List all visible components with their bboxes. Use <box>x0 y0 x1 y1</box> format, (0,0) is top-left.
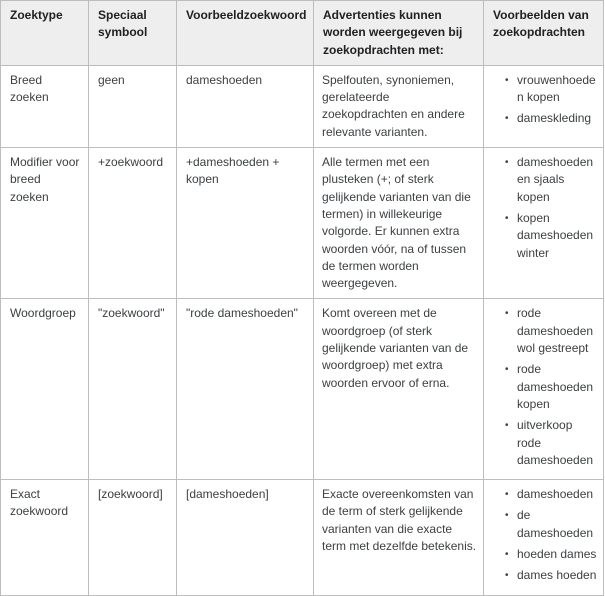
bullet-icon: • <box>505 570 509 582</box>
list-item-text: de dameshoeden <box>517 508 594 540</box>
table-row <box>1 299 604 480</box>
list-item <box>505 72 597 107</box>
header-advertenties: Advertenties kunnen worden weergegeven bij zoekopdrachten met: <box>314 1 484 66</box>
cell-example: +dameshoeden + kopen <box>177 148 314 299</box>
list-item-text: rode dameshoeden kopen <box>517 362 594 411</box>
cell-example: dameshoeden <box>177 65 314 147</box>
search-examples-list <box>493 154 597 262</box>
list-item <box>505 507 597 542</box>
cell-searches <box>484 148 604 299</box>
bullet-icon: • <box>505 510 509 522</box>
bullet-icon: • <box>505 420 509 432</box>
bullet-icon: • <box>505 549 509 561</box>
table-row <box>1 65 604 147</box>
list-item <box>505 486 597 503</box>
list-item-text: dameskleding <box>517 111 592 126</box>
list-item-text: vrouwenhoeden kopen <box>517 72 596 105</box>
cell-type: Modifier voor breed zoeken <box>1 148 89 299</box>
cell-type: Breed zoeken <box>1 65 89 147</box>
list-item <box>505 567 597 584</box>
list-item <box>505 210 597 262</box>
cell-example: "rode dameshoeden" <box>177 299 314 480</box>
list-item <box>505 361 597 413</box>
cell-symbol: geen <box>89 65 177 147</box>
list-item-text: kopen dameshoeden winter <box>517 210 594 260</box>
cell-description: Exacte overeenkomsten van de term of sterk gelijkende varianten van die exacte term met dezelfde betekenis. <box>314 480 484 596</box>
header-speciaal-symbool: Speciaal symbool <box>89 1 177 66</box>
cell-type: Woordgroep <box>1 299 89 480</box>
list-item-text: rode dameshoeden wol gestreept <box>517 306 594 356</box>
bullet-icon: • <box>505 308 509 320</box>
header-row <box>1 1 604 66</box>
list-item-text: dames hoeden <box>517 568 597 583</box>
list-item-text: hoeden dames <box>517 547 597 562</box>
search-examples-list <box>493 486 597 584</box>
cell-searches <box>484 299 604 480</box>
list-item-text: uitverkoop rode dameshoeden <box>517 418 594 467</box>
cell-description: Spelfouten, synoniemen, gerelateerde zoekopdrachten en andere relevante varianten. <box>314 65 484 147</box>
list-item <box>505 305 597 357</box>
bullet-icon: • <box>505 489 509 501</box>
cell-description: Komt overeen met de woordgroep (of sterk gelijkende varianten van de woordgroep) met extra woorden ervoor of erna. <box>314 299 484 480</box>
header-voorbeelden: Voorbeelden van zoekopdrachten <box>484 1 604 66</box>
bullet-icon: • <box>505 364 509 376</box>
table-row <box>1 480 604 596</box>
bullet-icon: • <box>505 212 509 224</box>
cell-symbol: +zoekwoord <box>89 148 177 299</box>
cell-description: Alle termen met een plusteken (+; of sterk gelijkende varianten van die termen) in willekeurige volgorde. Er kunnen extra woorden vóór, na of tussen de termen worden weergegeven. <box>314 148 484 299</box>
list-item-text: dameshoeden <box>517 487 594 502</box>
search-examples-list <box>493 305 597 469</box>
list-item <box>505 546 597 563</box>
cell-searches <box>484 480 604 596</box>
list-item <box>505 417 597 469</box>
bullet-icon: • <box>505 113 509 125</box>
cell-type: Exact zoekwoord <box>1 480 89 596</box>
cell-symbol: [zoekwoord] <box>89 480 177 596</box>
cell-searches <box>484 65 604 147</box>
list-item <box>505 154 597 206</box>
table-row <box>1 148 604 299</box>
bullet-icon: • <box>505 74 509 86</box>
list-item-text: dameshoeden en sjaals kopen <box>517 155 594 204</box>
list-item <box>505 110 597 127</box>
search-examples-list <box>493 72 597 128</box>
cell-symbol: "zoekwoord" <box>89 299 177 480</box>
header-zoektype: Zoektype <box>1 1 89 66</box>
header-voorbeeldzoekwoord: Voorbeeldzoekwoord <box>177 1 314 66</box>
cell-example: [dameshoeden] <box>177 480 314 596</box>
bullet-icon: • <box>505 157 509 169</box>
